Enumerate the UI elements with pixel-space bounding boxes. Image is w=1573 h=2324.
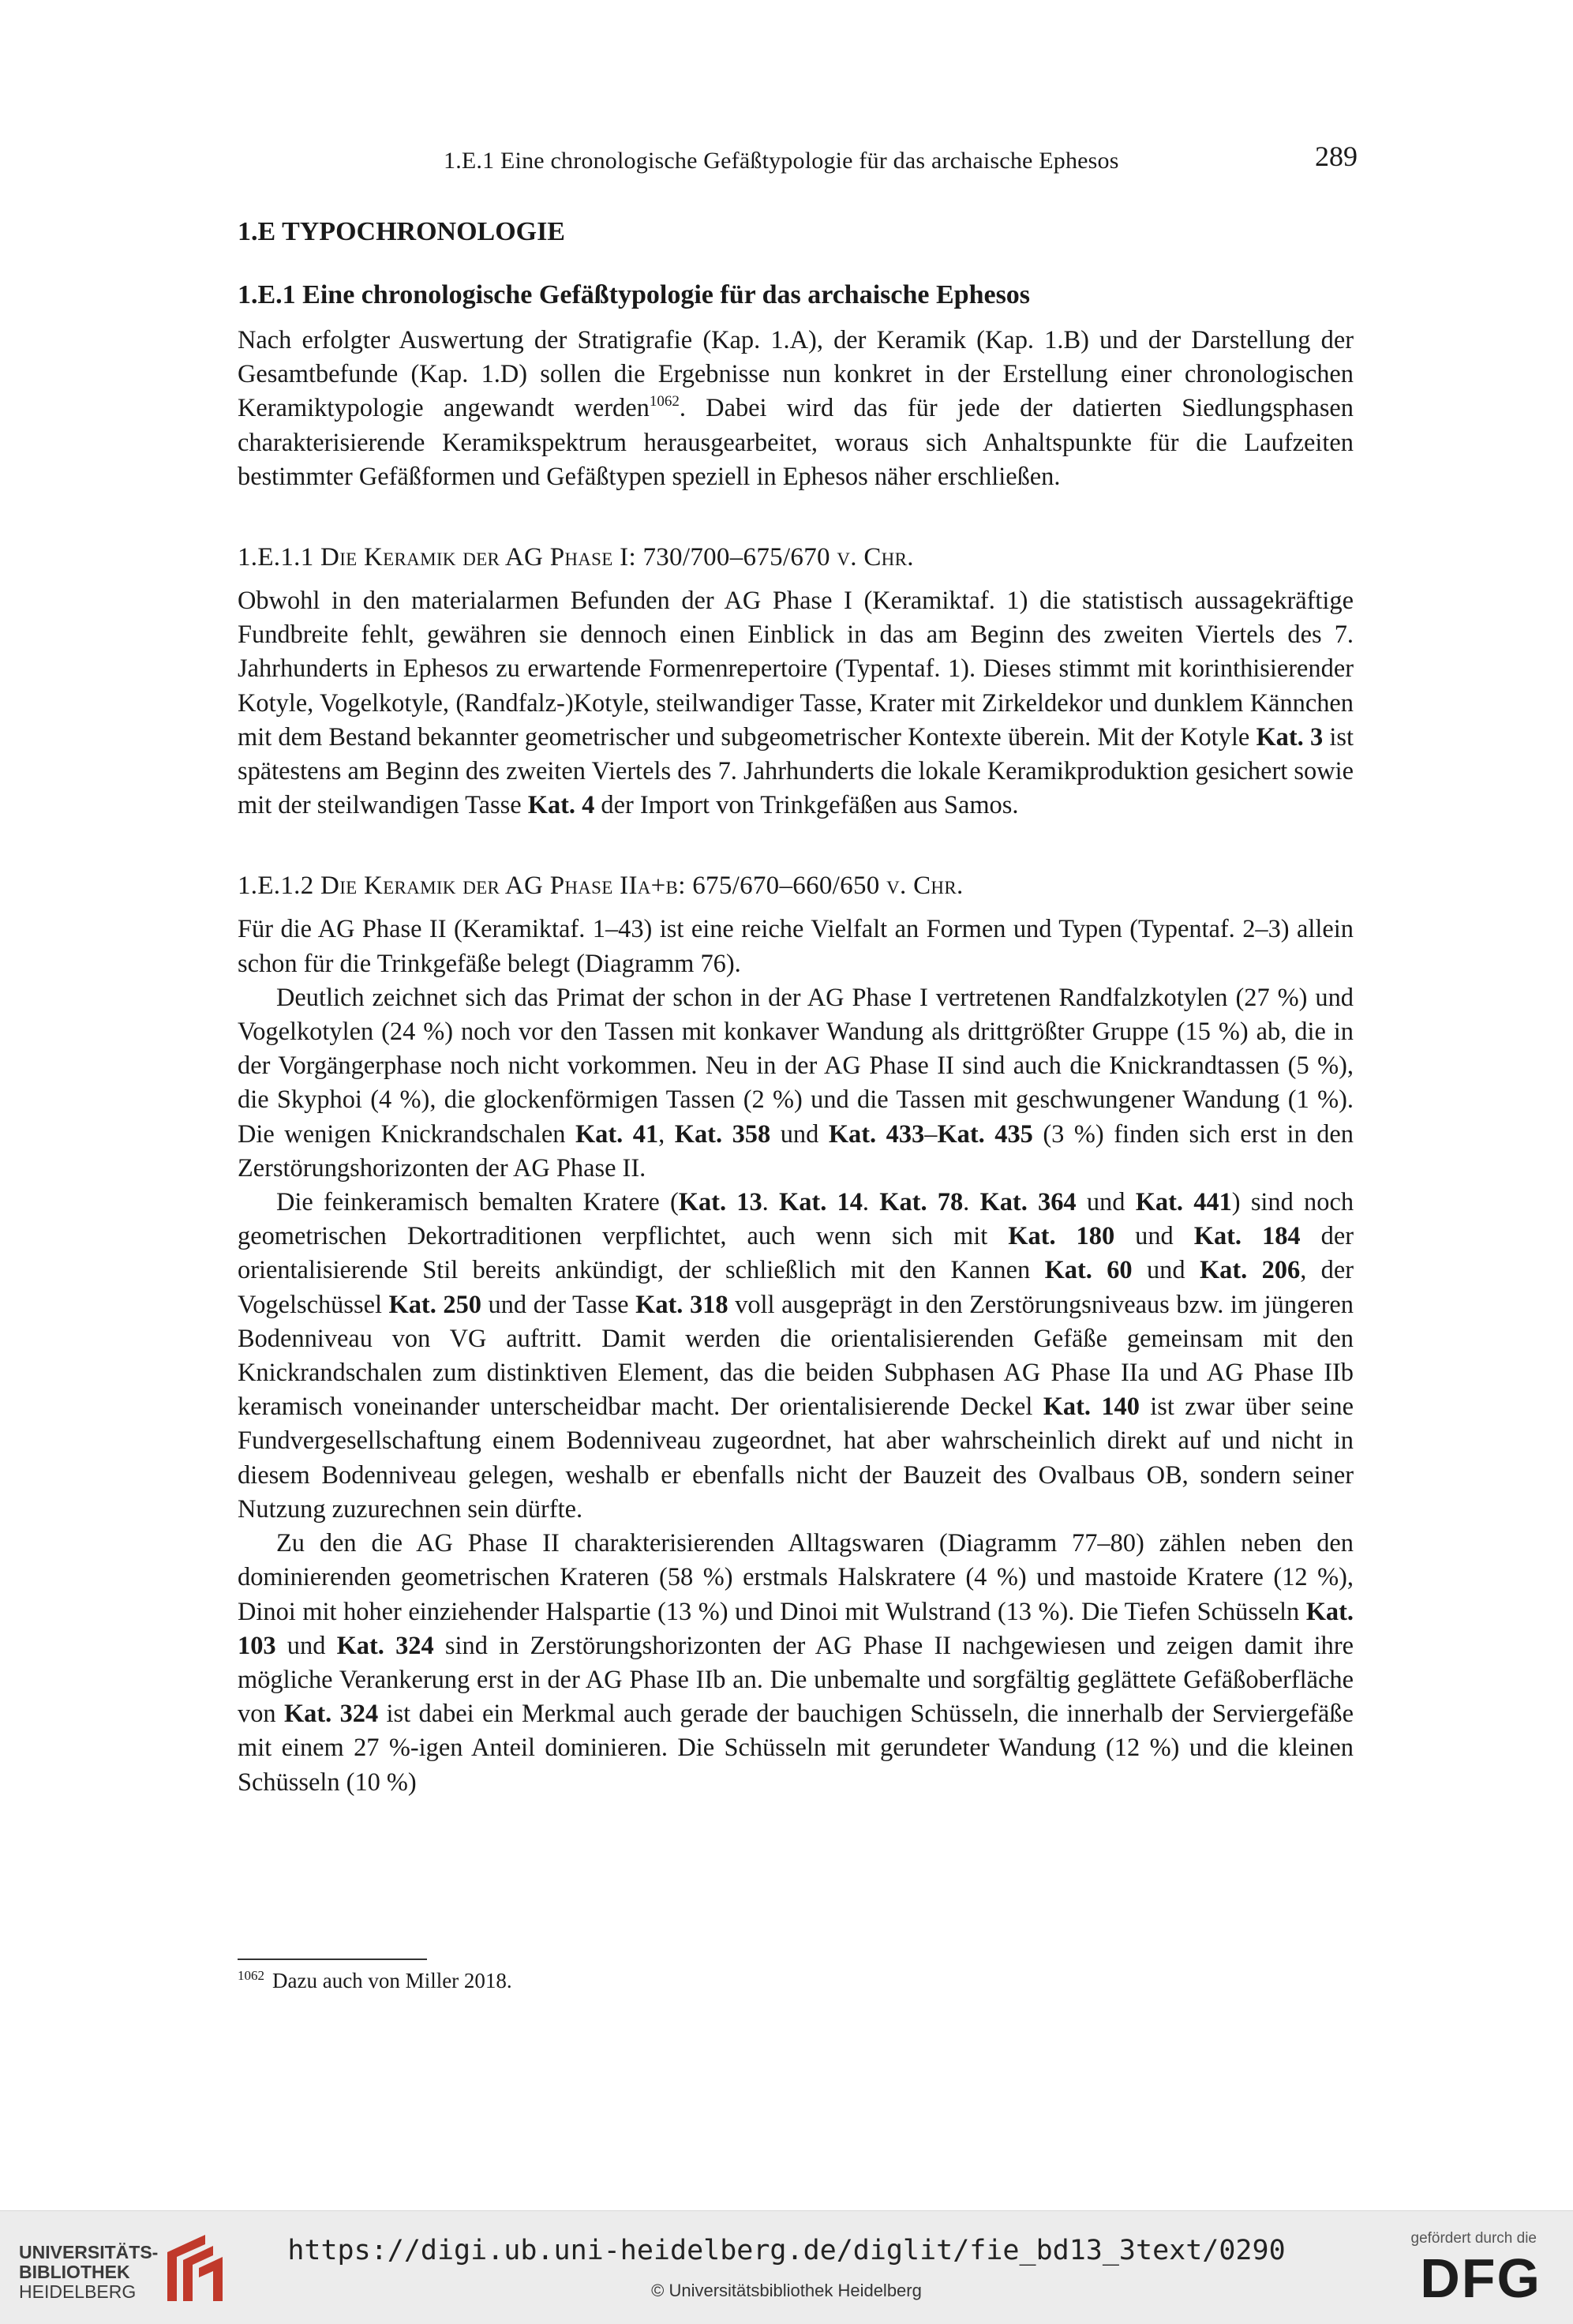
catalog-ref: Kat. 103 [238,1597,1354,1660]
running-head-title: 1.E.1 Eine chronologische Gefäßtypologie für das archaische Ephesos [444,148,1119,174]
phase-ii-paragraph-1: Für die AG Phase II (Keramiktaf. 1–43) ist eine reiche Vielfalt an Formen und Typen (Typentaf. 2–3) allein schon für die Trinkgefäße belegt (Diagramm 76). [238,915,1354,978]
catalog-ref: Kat. 358 [674,1119,771,1149]
catalog-ref: Kat. 435 [937,1119,1033,1149]
phase-ii-paragraph-4 [238,1527,1354,1800]
text-run: Die feinkeramisch bemalten Kratere ( [276,1188,679,1217]
footnote-text: Dazu auch von Miller 2018. [272,1969,512,1992]
footnote [238,1966,1354,1996]
funding-note: gefördert durch die [1410,2230,1537,2247]
subsubsection-heading-1: 1.E.1.1 Die Keramik der AG Phase I: 730/700–675/670 v. Chr. [238,543,914,572]
text-run: . Dabei wird das für jede der datierten Siedlungsphasen charakterisierende Keramikspektrum herausgearbeitet, woraus sich Anhaltspunkte für die Laufzeiten bestimmter Gefäßformen und Gefäßtypen speziell in Ephesos näher erschließen. [238,394,1354,491]
catalog-ref: Kat. 206 [1199,1256,1301,1285]
catalog-ref: Kat. 78 [879,1188,964,1217]
library-name-line: BIBLIOTHEK [19,2262,130,2282]
text-run: Deutlich zeichnet sich das Primat der schon in der AG Phase I vertretenen Randfalzkotylen (27 %) und Vogelkotylen (24 %) noch vor den Tassen mit konkaver Wandung als drittgrößter Gruppe (15 %) ab, die in der Vorgängerphase noch nicht vorkommen. Neu in der AG Phase II sind auch die Knickrandtassen (5 %), die Skyphoi (4 %), die glockenförmigen Tassen (2 %) und die Tassen mit geschwungener Wandung (1 %). Die wenigen Knickrandschalen [238,983,1354,1149]
intro-paragraph [238,324,1354,494]
text-run: der Import von Trinkgefäßen aus Samos. [594,791,1019,820]
catalog-ref: Kat. 60 [1044,1256,1133,1285]
text-run: und der Tasse [481,1290,636,1319]
library-name-line: UNIVERSITÄTS- [19,2242,159,2262]
catalog-ref: Kat. 324 [336,1631,434,1660]
catalog-ref: Kat. 14 [779,1188,863,1217]
footnote-reference[interactable]: 1062 [649,393,680,410]
text-run: (3 %) finden sich erst in den Zerstörungshorizonten der AG Phase II. [238,1119,1354,1183]
catalog-ref: Kat. 13 [678,1188,762,1217]
subsubsection-heading-2: 1.E.1.2 Die Keramik der AG Phase IIa+b: 675/670–660/650 v. Chr. [238,872,964,901]
phase-i-paragraph [238,584,1354,823]
page-number: 289 [1315,141,1358,172]
main-text [238,212,1354,1800]
catalog-ref: Kat. 3 [1256,722,1324,752]
text-run: . [963,1188,980,1217]
catalog-ref: Kat. 180 [1008,1222,1115,1251]
page-url-link[interactable]: https://digi.ub.uni-heidelberg.de/diglit/fie_bd13_3text/0290 [287,2235,1286,2266]
text-run: sind in Zerstörungshorizonten der AG Phase II nachgewiesen und zeigen damit ihre mögliche Verankerung erst in der AG Phase IIb an. Die unbemalte und sorgfältig geglättete Gefäßoberfläche von [238,1631,1354,1729]
catalog-ref: Kat. 184 [1193,1222,1301,1251]
text-run: . [862,1188,880,1217]
text-run: Zu den die AG Phase II charakterisierenden Alltagswaren (Diagramm 77–80) zählen neben den dominierenden geometrischen Krateren (58 %) erstmals Halskratere (4 %) und mastoide Kratere (12 %), Dinoi mit hoher einziehender Halspartie (13 %) und Dinoi mit Wulstrand (13 %). Die Tiefen Schüsseln [238,1529,1354,1626]
text-run: und [275,1631,337,1660]
copyright: © Universitätsbibliothek Heidelberg [651,2281,922,2300]
text-run: – [924,1119,938,1149]
catalog-ref: Kat. 318 [635,1290,728,1319]
text-run: voll ausgeprägt in den Zerstörungsniveaus bzw. im jüngeren Bodenniveau von VG auftritt. Damit werden die orientalisierenden Gefäße gemeinsam mit den Knickrandschalen zum distinktiven Element, das die beiden Subphasen AG Phase IIa und AG Phase IIb keramisch voneinander unterscheidbar macht. Der orientalisierende Deckel [238,1290,1354,1422]
catalog-ref: Kat. 324 [283,1700,379,1729]
text-run: und [1076,1188,1136,1217]
text-run: der orientalisierende Stil bereits ankündigt, der schließlich mit den Kannen [238,1222,1354,1285]
text-run: ist zwar über seine Fundvergesellschaftung einem Bodenniveau zugeordnet, hat aber wahrscheinlich direkt auf und nicht in diesem Bodenniveau gelegen, weshalb er ebenfalls nicht der Bauzeit des Ovalbaus OB, sondern seiner Nutzung zuzurechnen sein dürfte. [238,1393,1354,1524]
text-run: und [1132,1256,1200,1285]
dfg-logo: DFG [1420,2247,1541,2309]
footnote-number: 1062 [238,1968,264,1983]
text-run: und [1114,1222,1194,1251]
text-run: , der Vogelschüssel [238,1256,1354,1319]
text-run: Nach erfolgter Auswertung der Stratigrafie (Kap. 1.A), der Keramik (Kap. 1.B) und der Darstellung der Gesamtbefunde (Kap. 1.D) sollen die Ergebnisse nun konkret in der Erstellung einer chronologischen Keramiktypologie angewandt werden [238,326,1354,423]
text-run: , [658,1119,675,1149]
text-run: und [770,1119,829,1149]
viewer-footer [0,2210,1573,2324]
catalog-ref: Kat. 41 [575,1119,659,1149]
phase-ii-paragraph-2 [238,981,1354,1186]
catalog-ref: Kat. 364 [979,1188,1077,1217]
catalog-ref: Kat. 4 [527,791,595,820]
catalog-ref: Kat. 140 [1043,1393,1140,1422]
text-run: . [762,1188,780,1217]
footnote-divider [238,1959,427,1960]
catalog-ref: Kat. 433 [828,1119,925,1149]
catalog-ref: Kat. 441 [1135,1188,1232,1217]
catalog-ref: Kat. 250 [388,1290,481,1319]
library-name-line: HEIDELBERG [19,2281,137,2302]
text-run: ist dabei ein Merkmal auch gerade der bauchigen Schüsseln, die innerhalb der Serviergefäße mit einem 27 %-igen Anteil dominieren. Die Schüsseln mit gerundeter Wandung (12 %) und die kleinen Schüsseln (10 %) [238,1700,1354,1797]
text-run: ist spätestens am Beginn des zweiten Viertels des 7. Jahrhunderts die lokale Keramikproduktion gesichert sowie mit der steilwandigen Tasse [238,722,1354,820]
text-run: Obwohl in den materialarmen Befunden der AG Phase I (Keramiktaf. 1) die statistisch aussagekräftige Fundbreite fehlt, gewähren sie dennoch einen Einblick in das am Beginn des zweiten Viertels des 7. Jahrhunderts in Ephesos zu erwartende Formenrepertoire (Typentaf. 1). Dieses stimmt mit korinthisierender Kotyle, Vogelkotyle, (Randfalz-)Kotyle, steilwandiger Tasse, Krater mit Zirkeldekor und dunklem Kännchen mit dem Bestand bekannter geometrischer und subgeometrischer Kontexte überein. Mit der Kotyle [238,587,1354,752]
phase-ii-paragraph-3 [238,1186,1354,1527]
text-run: ) sind noch geometrischen Dekortraditionen verpflichtet, auch wenn sich mit [238,1188,1354,1251]
section-heading: 1.E TYPOCHRONOLOGIE [238,217,565,246]
subsection-heading: 1.E.1 Eine chronologische Gefäßtypologie für das archaische Ephesos [238,280,1031,309]
